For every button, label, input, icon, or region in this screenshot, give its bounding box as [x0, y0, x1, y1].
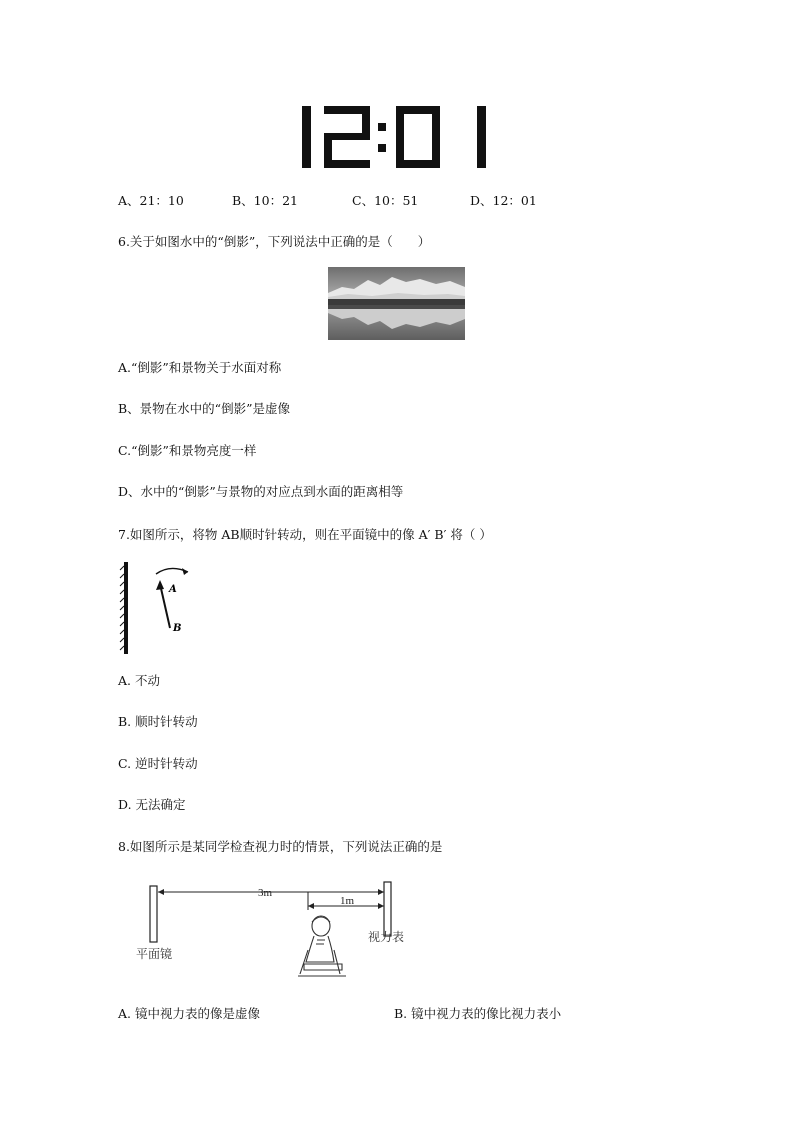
q8-stem: 8.如图所示是某同学检查视力时的情景，下列说法正确的是 — [118, 839, 443, 854]
q7-option-c[interactable]: C. 逆时针转动 — [118, 756, 198, 771]
q6-option-b[interactable]: B、景物在水中的“倒影”是虚像 — [118, 401, 290, 416]
label-3m: 3m — [258, 887, 273, 899]
q5-option-a[interactable]: A、21：10 — [118, 193, 184, 208]
q6-option-d[interactable]: D、水中的“倒影”与景物的对应点到水面的距离相等 — [118, 484, 404, 499]
q5-option-d[interactable]: D、12：01 — [470, 193, 537, 208]
label-plane-mirror: 平面镜 — [136, 947, 173, 961]
label-eye-chart: 视力表 — [368, 930, 405, 944]
mirror-rotation-figure — [118, 560, 198, 656]
q7-stem: 7.如图所示，将物 AB顺时针转动，则在平面镜中的像 A′ B′ 将（ ） — [118, 527, 492, 542]
lake-reflection-photo — [328, 267, 465, 340]
label-b: B — [173, 623, 182, 634]
eye-test-figure — [128, 878, 418, 988]
label-1m: 1m — [340, 895, 355, 907]
q5-option-c[interactable]: C、10：51 — [352, 193, 419, 208]
q6-option-c[interactable]: C.“倒影”和景物亮度一样 — [118, 443, 257, 458]
q5-option-b[interactable]: B、10：21 — [232, 193, 298, 208]
q6-option-a[interactable]: A.“倒影”和景物关于水面对称 — [118, 360, 282, 375]
q7-option-b[interactable]: B. 顺时针转动 — [118, 714, 198, 729]
q6-stem: 6.关于如图水中的“倒影”，下列说法中正确的是（ ） — [118, 234, 431, 249]
label-a: A — [169, 584, 177, 595]
q7-option-d[interactable]: D. 无法确定 — [118, 797, 186, 812]
q8-option-b[interactable]: B. 镜中视力表的像比视力表小 — [394, 1006, 562, 1021]
mirror-clock-figure — [298, 104, 498, 170]
q7-option-a[interactable]: A. 不动 — [118, 673, 160, 688]
q8-option-a[interactable]: A. 镜中视力表的像是虚像 — [118, 1006, 260, 1021]
